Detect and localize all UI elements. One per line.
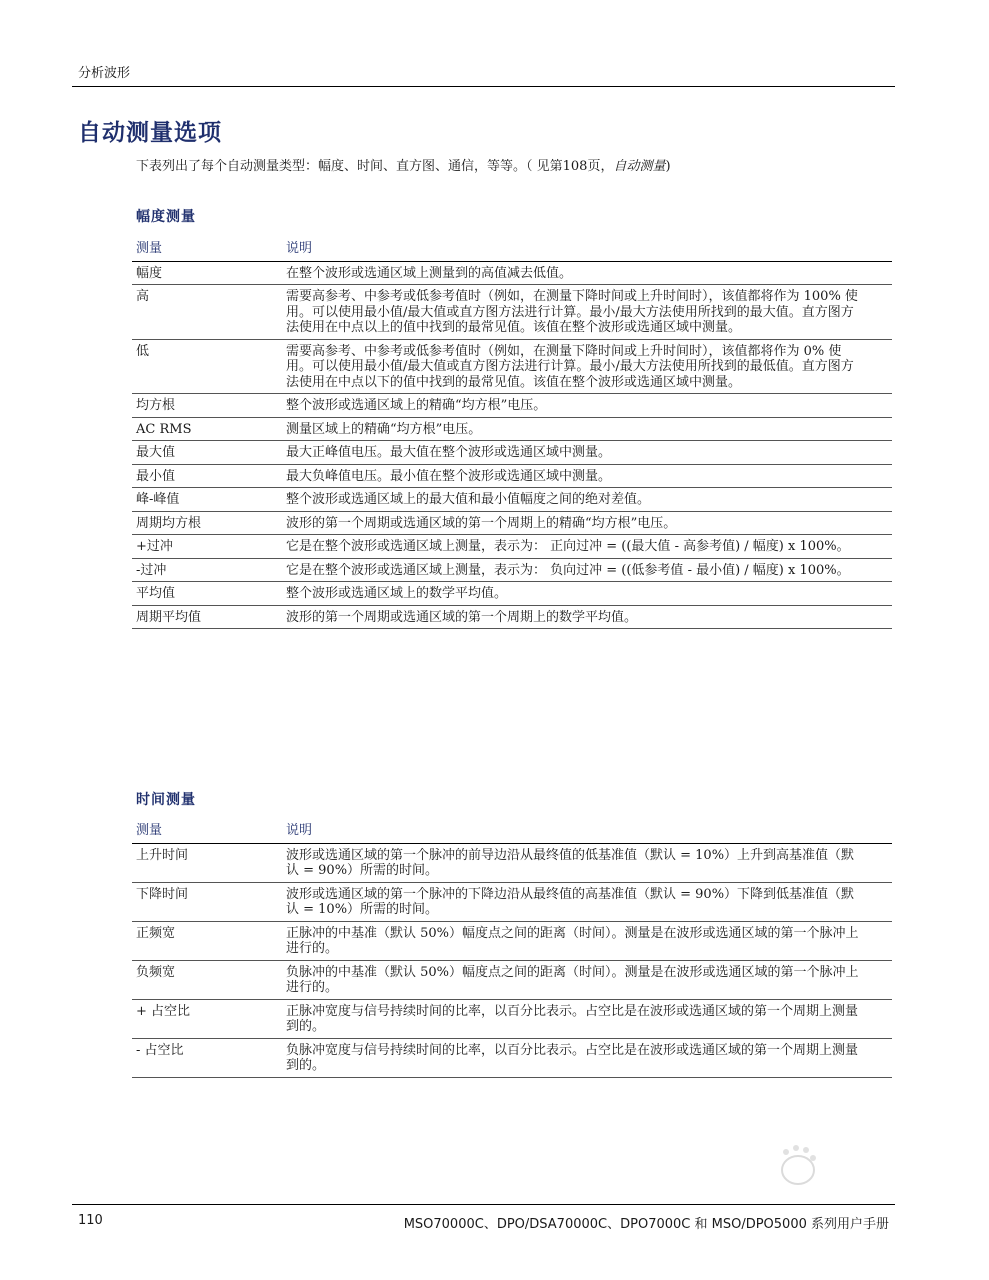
- amplitude-section-title: 幅度测量: [136, 209, 196, 225]
- auto-measure-link[interactable]: 自动测量: [613, 159, 666, 174]
- table-row: [132, 285, 892, 340]
- measurement-name: 最小值: [132, 464, 282, 488]
- table-row: [132, 464, 892, 488]
- measurement-description: 整个波形或选通区域上的精确“均方根”电压。: [282, 394, 892, 418]
- table-row: [132, 960, 892, 999]
- table-row: [132, 488, 892, 512]
- table-row: [132, 843, 892, 882]
- paw-icon: [782, 1156, 814, 1184]
- measurement-description: 测量区域上的精确“均方根”电压。: [282, 417, 892, 441]
- measurement-name: +过冲: [132, 535, 282, 559]
- table-row: [132, 1038, 892, 1077]
- table-header-row: [132, 238, 892, 261]
- measurement-description: 最大正峰值电压。最大值在整个波形或选通区域中测量。: [282, 441, 892, 465]
- measurement-name: 峰-峰值: [132, 488, 282, 512]
- measurement-description: 负脉冲的中基准（默认 50%）幅度点之间的距离（时间）。测量是在波形或选通区域的第一个脉冲上进行的。: [282, 960, 892, 999]
- page-number: 110: [78, 1213, 103, 1228]
- measurement-description: 整个波形或选通区域上的最大值和最小值幅度之间的绝对差值。: [282, 488, 892, 512]
- intro-close: ): [665, 159, 671, 174]
- header-divider: [72, 86, 895, 87]
- page-title: 自动测量选项: [78, 120, 222, 146]
- measurement-description: 需要高参考、中参考或低参考值时（例如，在测量下降时间或上升时间时），该值都将作为 100% 使用。可以使用最小值/最大值或直方图方法进行计算。最小/最大方法使用所找到的最大值。直方图方法使用在中点以上的值中找到的最常见值。该值在整个波形或选通区域中测量。: [282, 285, 892, 340]
- table-row: [132, 582, 892, 606]
- measurement-description: 正脉冲宽度与信号持续时间的比率，以百分比表示。占空比是在波形或选通区域的第一个周期上测量到的。: [282, 999, 892, 1038]
- measurement-description: 它是在整个波形或选通区域上测量，表示为： 负向过冲 = ((低参考值 - 最小值) / 幅度) x 100%。: [282, 558, 892, 582]
- measurement-name: 平均值: [132, 582, 282, 606]
- intro-text: 下表列出了每个自动测量类型：幅度、时间、直方图、通信，等等。（ 见第108页，: [136, 159, 614, 174]
- time-table-body: [132, 843, 892, 1077]
- table-row: [132, 882, 892, 921]
- measurement-name: 均方根: [132, 394, 282, 418]
- measurement-name: - 占空比: [132, 1038, 282, 1077]
- measurement-description: 整个波形或选通区域上的数学平均值。: [282, 582, 892, 606]
- table-row: [132, 394, 892, 418]
- intro-paragraph: [136, 155, 671, 174]
- measurement-name: AC RMS: [132, 417, 282, 441]
- table-row: [132, 535, 892, 559]
- column-header-measurement: 测量: [132, 820, 282, 843]
- table-row: [132, 558, 892, 582]
- measurement-description: 波形或选通区域的第一个脉冲的前导边沿从最终值的低基准值（默认 = 10%）上升到高基准值（默认 = 90%）所需的时间。: [282, 843, 892, 882]
- table-row: [132, 417, 892, 441]
- table-row: [132, 921, 892, 960]
- measurement-description: 需要高参考、中参考或低参考值时（例如，在测量下降时间或上升时间时），该值都将作为 0% 使用。可以使用最小值/最大值或直方图方法进行计算。最小/最大方法使用所找到的最低值。直方图方法使用在中点以下的值中找到的最常见值。该值在整个波形或选通区域中测量。: [282, 339, 892, 394]
- time-section-title: 时间测量: [136, 792, 196, 808]
- measurement-name: 下降时间: [132, 882, 282, 921]
- table-header-row: [132, 820, 892, 843]
- measurement-name: 周期平均值: [132, 605, 282, 629]
- table-row: [132, 511, 892, 535]
- time-table: [132, 820, 892, 1078]
- measurement-name: + 占空比: [132, 999, 282, 1038]
- amplitude-table-body: [132, 261, 892, 629]
- measurement-description: 波形或选通区域的第一个脉冲的下降边沿从最终值的高基准值（默认 = 90%）下降到低基准值（默认 = 10%）所需的时间。: [282, 882, 892, 921]
- measurement-description: 负脉冲宽度与信号持续时间的比率，以百分比表示。占空比是在波形或选通区域的第一个周期上测量到的。: [282, 1038, 892, 1077]
- measurement-description: 它是在整个波形或选通区域上测量，表示为： 正向过冲 = ((最大值 - 高参考值) / 幅度) x 100%。: [282, 535, 892, 559]
- column-header-description: 说明: [282, 820, 892, 843]
- table-row: [132, 339, 892, 394]
- measurement-description: 最大负峰值电压。最小值在整个波形或选通区域中测量。: [282, 464, 892, 488]
- measurement-name: 最大值: [132, 441, 282, 465]
- measurement-name: 上升时间: [132, 843, 282, 882]
- manual-title: MSO70000C、DPO/DSA70000C、DPO7000C 和 MSO/DPO5000 系列用户手册: [403, 1217, 889, 1232]
- footer-divider: [72, 1204, 895, 1205]
- table-row: [132, 441, 892, 465]
- measurement-name: 正频宽: [132, 921, 282, 960]
- baidu-jingyan-watermark: [700, 1140, 900, 1210]
- measurement-name: 负频宽: [132, 960, 282, 999]
- measurement-name: 低: [132, 339, 282, 394]
- column-header-measurement: 测量: [132, 238, 282, 261]
- column-header-description: 说明: [282, 238, 892, 261]
- measurement-name: 周期均方根: [132, 511, 282, 535]
- table-row: [132, 605, 892, 629]
- amplitude-table: [132, 238, 892, 629]
- measurement-description: 正脉冲的中基准（默认 50%）幅度点之间的距离（时间）。测量是在波形或选通区域的第一个脉冲上进行的。: [282, 921, 892, 960]
- measurement-description: 波形的第一个周期或选通区域的第一个周期上的精确“均方根”电压。: [282, 511, 892, 535]
- measurement-name: 高: [132, 285, 282, 340]
- measurement-name: 幅度: [132, 261, 282, 285]
- measurement-description: 在整个波形或选通区域上测量到的高值减去低值。: [282, 261, 892, 285]
- table-row: [132, 261, 892, 285]
- table-row: [132, 999, 892, 1038]
- running-header: 分析波形: [78, 66, 131, 81]
- measurement-name: -过冲: [132, 558, 282, 582]
- measurement-description: 波形的第一个周期或选通区域的第一个周期上的数学平均值。: [282, 605, 892, 629]
